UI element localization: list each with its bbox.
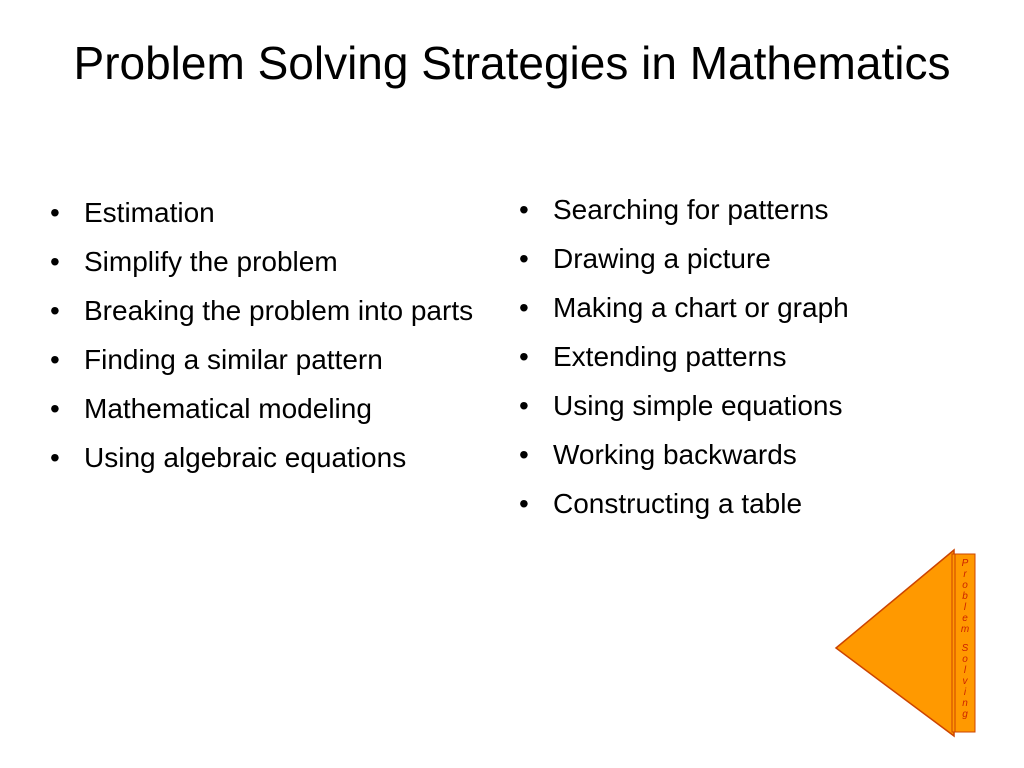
- list-item: • Searching for patterns: [513, 193, 983, 227]
- list-item: • Estimation: [44, 196, 484, 230]
- list-item: • Making a chart or graph: [513, 291, 983, 325]
- list-item: • Simplify the problem: [44, 245, 484, 279]
- svg-text:Problem Solving: P r o b l e m S o l v i n g: [960, 558, 970, 720]
- list-item: • Drawing a picture: [513, 242, 983, 276]
- left-bullet-list: [44, 196, 484, 490]
- right-bullet-list: [513, 193, 983, 536]
- list-item: • Using simple equations: [513, 389, 983, 423]
- triangle-logo-icon: [832, 548, 982, 738]
- list-item: • Finding a similar pattern: [44, 343, 484, 377]
- list-item: • Working backwards: [513, 438, 983, 472]
- slide-title: Problem Solving Strategies in Mathematics: [73, 37, 951, 89]
- list-item: • Constructing a table: [513, 487, 983, 521]
- list-item: • Using algebraic equations: [44, 441, 484, 475]
- list-item: • Extending patterns: [513, 340, 983, 374]
- list-item: • Mathematical modeling: [44, 392, 484, 426]
- list-item: • Breaking the problem into parts: [44, 294, 484, 328]
